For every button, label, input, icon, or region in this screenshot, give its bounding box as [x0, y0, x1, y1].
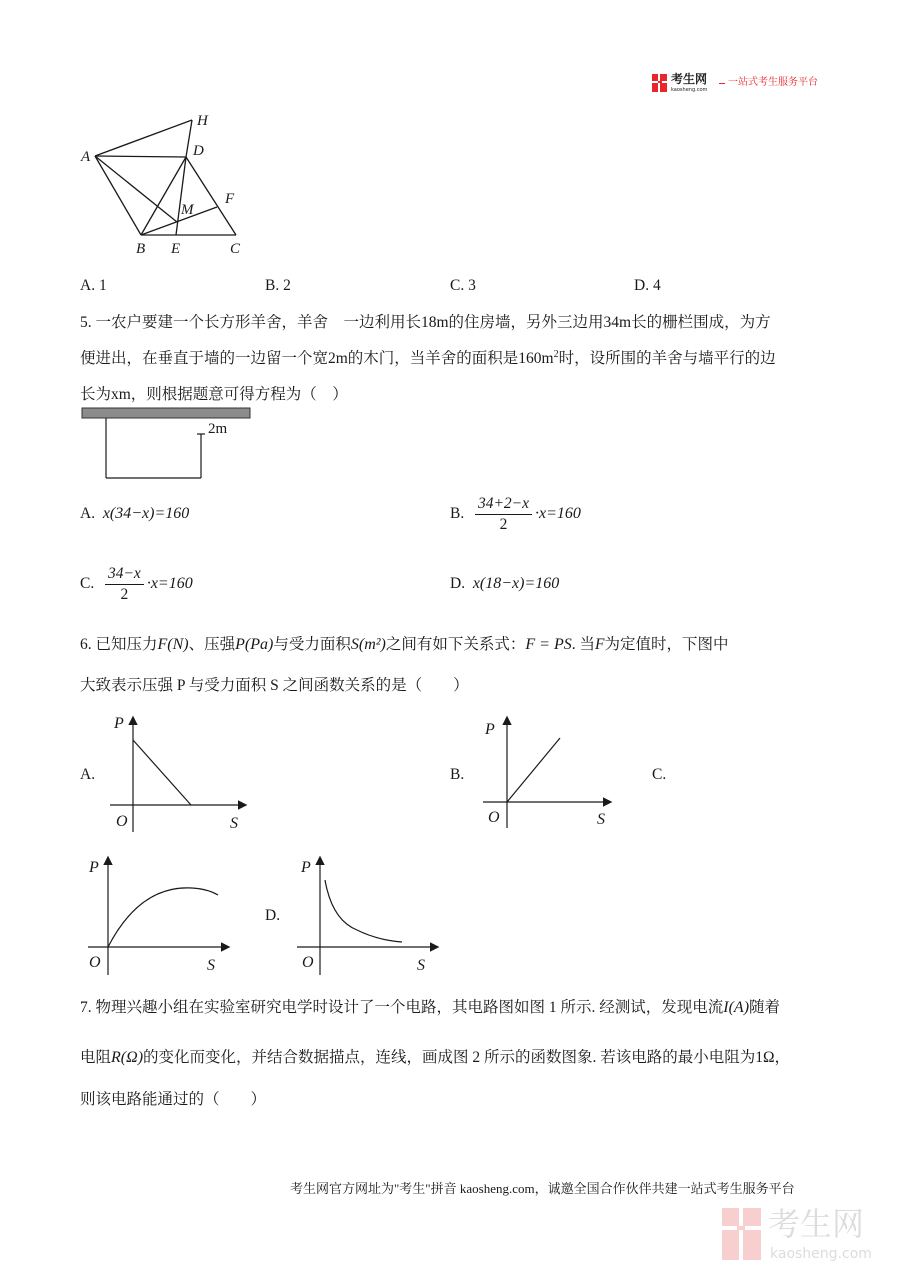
origin-label: O	[89, 954, 101, 971]
q6-option-d-label: D.	[265, 907, 281, 924]
q5-option-b-fraction: $\frac{34+2-x}{2}$	[475, 495, 532, 534]
q5-option-c: C. $\frac{34-x}{2}$ ·x=160	[80, 564, 193, 603]
q6-option-c-label: C.	[652, 766, 667, 783]
origin-label: O	[488, 809, 500, 826]
q6-graph-a	[100, 710, 260, 835]
origin-label: O	[302, 954, 314, 971]
q5-option-a-expr: x(34−x)=160	[102, 505, 190, 522]
q5-line-2	[80, 349, 776, 369]
logo-sub: kaosheng.com	[671, 87, 708, 93]
q4-option-b: B. 2	[265, 277, 291, 294]
q6-graph-d	[292, 850, 457, 980]
label-F: F	[225, 191, 235, 207]
segment-DE	[176, 157, 186, 235]
q5-line-2-b: 时，设所围的羊舍与墙平行的边	[558, 350, 776, 367]
q4-geometry-figure	[70, 105, 270, 265]
kaosheng-logo-icon	[652, 74, 668, 92]
q6-option-b-label: B.	[450, 766, 465, 783]
q6-line-2: 大致表示压强 P 与受力面积 S 之间函数关系的是（ ）	[80, 677, 469, 694]
axis-label-x: S	[230, 815, 238, 832]
origin-label: O	[116, 813, 128, 830]
q5-line-3: 长为xm，则根据题意可得方程为（ ）	[80, 386, 348, 403]
q6-option-a-label: A.	[80, 766, 96, 783]
label-H: H	[197, 113, 208, 129]
q6-graph-b	[475, 710, 625, 835]
axis-label-x: S	[417, 957, 425, 974]
q4-option-c: C. 3	[450, 277, 476, 294]
footer-text: 考生网官方网址为"考生"拼音 kaosheng.com，诚邀全国合作伙伴共建一站式考生服务平台	[290, 1181, 795, 1196]
q5-option-d: D. x(18−x)=160	[450, 575, 560, 592]
header-divider	[719, 83, 725, 84]
axis-label-y: P	[89, 859, 99, 876]
watermark-text: 考生网	[768, 1205, 865, 1243]
axis-label-y: P	[301, 859, 311, 876]
axis-label-y: P	[485, 721, 495, 738]
footer-watermark	[722, 1206, 892, 1268]
label-B: B	[136, 241, 146, 257]
q6-graph-c	[80, 850, 250, 980]
q7-line-1: 7. 物理兴趣小组在实验室研究电学时设计了一个电路，其电路图如图 1 所示. 经测试，发现电流I(A)随着	[80, 999, 781, 1016]
label-M: M	[181, 202, 194, 218]
wall	[82, 408, 250, 418]
q5-line-2-a: 便进出，在垂直于墙的一边留一个宽2m的木门，当羊舍的面积是160m	[80, 350, 554, 367]
q5-option-d-expr: x(18−x)=160	[472, 575, 560, 592]
segment-DB	[141, 157, 186, 235]
q4-option-a: A. 1	[80, 277, 107, 294]
segment-HD	[186, 120, 192, 157]
q5-option-b: B. $\frac{34+2-x}{2}$ ·x=160	[450, 494, 581, 533]
header-logo	[652, 72, 852, 96]
q4-option-d: D. 4	[634, 277, 661, 294]
label-E: E	[171, 241, 181, 257]
graph-curve	[108, 888, 218, 947]
graph-curve	[133, 740, 191, 805]
label-C: C	[230, 241, 241, 257]
q7-line-2: 电阻R(Ω)的变化而变化，并结合数据描点，连线，画成图 2 所示的函数图象. 若该电路的最小电阻为1Ω，	[80, 1049, 791, 1066]
header-slogan: 一站式考生服务平台	[728, 77, 818, 88]
watermark-logo-icon	[722, 1208, 762, 1260]
q5-option-a: A. x(34−x)=160	[80, 505, 190, 522]
graph-curve	[507, 738, 560, 802]
axis-label-y: P	[114, 715, 124, 732]
q7-line-3: 则该电路能通过的（ ）	[80, 1091, 267, 1108]
segment-AB	[95, 156, 141, 235]
axis-label-x: S	[207, 957, 215, 974]
segment-AM	[95, 156, 177, 222]
graph-curve	[325, 880, 402, 942]
label-D: D	[193, 143, 204, 159]
door-width-label: 2m	[208, 421, 228, 437]
q5-option-c-fraction: $\frac{34-x}{2}$	[105, 565, 144, 604]
q5-superscript: 2	[553, 348, 559, 360]
segment-AD	[95, 156, 186, 157]
watermark-sub: kaosheng.com	[770, 1246, 872, 1262]
q6-line-1: 6. 已知压力F(N)、压强P(Pa)与受力面积S(m²)之间有如下关系式：F = PS. 当F为定值时，下图中	[80, 636, 729, 653]
axis-label-x: S	[597, 811, 605, 828]
q5-pen-figure	[70, 402, 270, 492]
label-A: A	[81, 149, 91, 165]
logo-text: 考生网	[671, 72, 708, 86]
q5-line-1: 5. 一农户要建一个长方形羊舍，羊舍 一边利用长18m的住房墙，另外三边用34m长的栅栏围成，为方	[80, 314, 771, 331]
segment-AH	[95, 120, 192, 156]
